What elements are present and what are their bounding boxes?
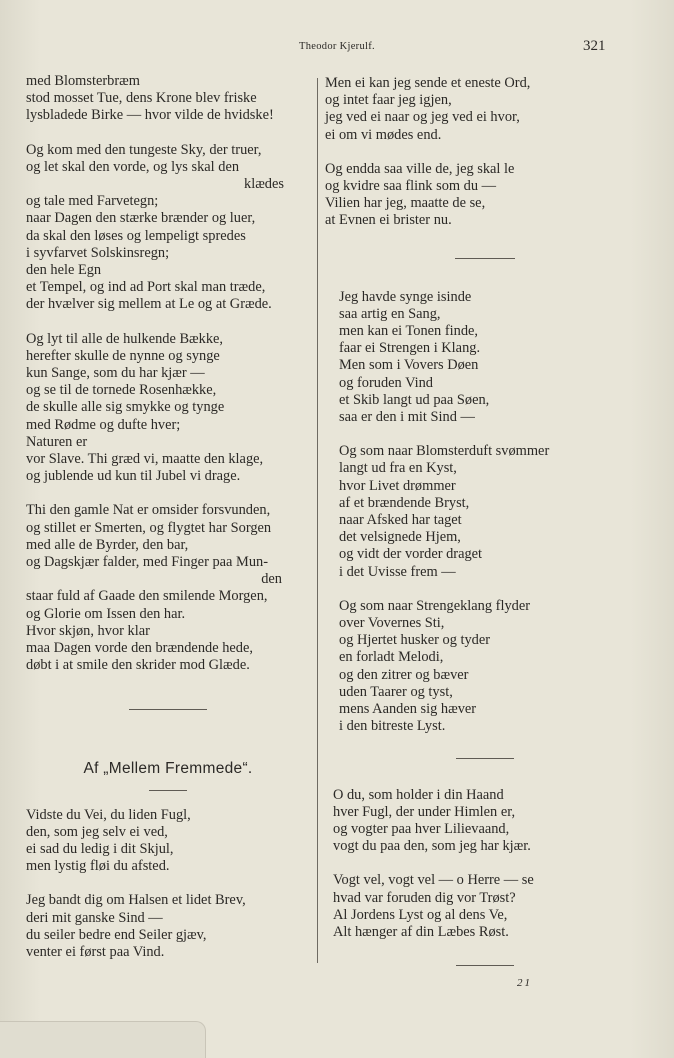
verse-line: maa Dagen vorde den brændende hede, <box>26 640 253 657</box>
verse-line: Alt hænger af din Læbes Røst. <box>333 923 509 940</box>
verse-line: den hele Egn <box>26 262 102 279</box>
verse-line: uden Taarer og tyst, <box>339 683 453 700</box>
verse-line: Hvor skjøn, hvor klar <box>26 622 150 639</box>
verse-line: ei om vi mødes end. <box>325 126 442 143</box>
verse-line-continuation: den <box>261 571 282 588</box>
verse-line: stod mosset Tue, dens Krone blev friske <box>26 90 257 107</box>
stanza <box>26 807 310 876</box>
verse-line: der hvælver sig mellem at Le og at Græde. <box>26 296 272 313</box>
stanza <box>325 75 645 144</box>
verse-line: Og kom med den tungeste Sky, der truer, <box>26 141 262 158</box>
verse-line: O du, som holder i din Haand <box>333 786 504 803</box>
verse-line: med Blomsterbræm <box>26 73 140 89</box>
verse-line: i syvfarvet Solskinsregn; <box>26 244 170 261</box>
verse-line: af et brændende Bryst, <box>339 494 470 511</box>
stanza <box>26 892 310 961</box>
verse-line: naar Dagen den stærke brænder og luer, <box>26 210 256 227</box>
verse-line: at Evnen ei brister nu. <box>325 212 452 229</box>
verse-line: Men som i Vovers Døen <box>339 357 479 374</box>
verse-line: men kan ei Tonen finde, <box>339 323 478 340</box>
verse-line: over Vovernes Sti, <box>339 615 445 632</box>
page-corner-tab <box>0 1021 206 1058</box>
verse-line: langt ud fra en Kyst, <box>339 460 457 477</box>
stanza <box>325 787 645 856</box>
verse-line: Naturen er <box>26 433 88 450</box>
verse-line: Jeg bandt dig om Halsen et lidet Brev, <box>26 892 246 909</box>
verse-line: vor Slave. Thi græd vi, maatte den klage, <box>26 451 264 468</box>
stanza <box>325 443 645 581</box>
verse-line: men lystig fløi du afsted. <box>26 858 170 875</box>
verse-line: og Glorie om Issen den har. <box>26 605 186 622</box>
verse-line: den, som jeg selv ei ved, <box>26 823 168 840</box>
verse-line: det velsignede Hjem, <box>339 529 461 546</box>
verse-line: og stillet er Smerten, og flygtet har Sorgen <box>26 519 272 536</box>
verse-line: hvad var foruden dig vor Trøst? <box>333 889 516 906</box>
verse-line: hver Fugl, der under Himlen er, <box>333 803 516 820</box>
signature-mark: 21 <box>517 977 532 989</box>
column-divider <box>317 78 318 963</box>
verse-line: herefter skulle de nynne og synge <box>26 347 220 364</box>
stanza <box>26 142 310 314</box>
verse-line: og foruden Vind <box>339 374 433 391</box>
end-rule <box>456 965 514 966</box>
verse-line: deri mit ganske Sind — <box>26 909 163 926</box>
verse-line: og Hjertet husker og tyder <box>339 632 491 649</box>
stanza <box>325 598 645 736</box>
verse-line: og tale med Farvetegn; <box>26 193 159 210</box>
verse-line: saa artig en Sang, <box>339 305 441 322</box>
verse-line: i det Uvisse frem — <box>339 563 456 580</box>
verse-line: og den zitrer og bæver <box>339 666 469 683</box>
verse-line: jeg ved ei naar og jeg ved ei hvor, <box>325 109 520 126</box>
verse-line: og se til de tornede Rosenhække, <box>26 382 217 399</box>
stanza <box>26 502 310 674</box>
verse-line: staar fuld af Gaade den smilende Morgen, <box>26 588 268 605</box>
verse-line: Jeg havde synge isinde <box>339 288 472 305</box>
verse-line: Og lyt til alle de hulkende Bække, <box>26 330 224 347</box>
verse-line: saa er den i mit Sind — <box>339 409 475 426</box>
verse-line: da skal den løses og lempeligt spredes <box>26 227 246 244</box>
verse-line: Thi den gamle Nat er omsider forsvunden, <box>26 502 271 519</box>
verse-line: og vidt der vorder draget <box>339 546 483 563</box>
verse-line: Og endda saa ville de, jeg skal le <box>325 160 515 177</box>
verse-line: Vilien har jeg, maatte de se, <box>325 195 486 212</box>
verse-line: kun Sange, som du har kjær — <box>26 365 205 382</box>
verse-line: hvor Livet drømmer <box>339 477 456 494</box>
stanza <box>325 289 645 427</box>
verse-line: Al Jordens Lyst og al dens Ve, <box>333 906 508 923</box>
verse-line: ei sad du ledig i dit Skjul, <box>26 840 174 857</box>
section-title: Af „Mellem Fremmede“. <box>83 759 253 777</box>
verse-line: Og som naar Blomsterduft svømmer <box>339 443 550 460</box>
verse-line: Og som naar Strengeklang flyder <box>339 597 531 614</box>
verse-line: faar ei Strengen i Klang. <box>339 340 481 357</box>
verse-line: med alle de Byrder, den bar, <box>26 536 189 553</box>
verse-line: naar Afsked har taget <box>339 512 462 529</box>
stanza <box>26 331 310 486</box>
stanza <box>325 872 645 941</box>
verse-line: Men ei kan jeg sende et eneste Ord, <box>325 75 531 91</box>
verse-line: mens Aanden sig hæver <box>339 701 477 718</box>
verse-line: Vogt vel, vogt vel — o Herre — se <box>333 872 534 889</box>
verse-line: venter ei først paa Vind. <box>26 943 165 960</box>
verse-line: en forladt Melodi, <box>339 649 444 666</box>
running-head-author: Theodor Kjerulf. <box>299 41 375 52</box>
stanza <box>325 161 645 230</box>
verse-line: Vidste du Vei, du liden Fugl, <box>26 806 191 823</box>
verse-line: og kvidre saa flink som du — <box>325 178 497 195</box>
verse-line: og let skal den vorde, og lys skal den <box>26 158 240 175</box>
verse-line: i den bitreste Lyst. <box>339 718 446 735</box>
verse-line: og jublende ud kun til Jubel vi drage. <box>26 468 241 485</box>
verse-line: lysbladede Birke — hvor vilde de hvidske! <box>26 107 274 124</box>
verse-line: du seiler bedre end Seiler gjæv, <box>26 926 207 943</box>
verse-line: og Dagskjær falder, med Finger paa Mun- <box>26 554 269 571</box>
verse-line: vogt du paa den, som jeg har kjær. <box>333 838 531 855</box>
left-column <box>26 73 310 961</box>
verse-line-continuation: klædes <box>244 176 284 193</box>
verse-line: et Skib langt ud paa Søen, <box>339 391 490 408</box>
verse-line: med Rødme og dufte hver; <box>26 416 181 433</box>
verse-line: og intet faar jeg igjen, <box>325 92 452 109</box>
right-column <box>325 75 645 966</box>
verse-line: de skulle alle sig smykke og tynge <box>26 399 225 416</box>
verse-line: et Tempel, og ind ad Port skal man træde, <box>26 279 266 296</box>
verse-line: og vogter paa hver Lilievaand, <box>333 820 510 837</box>
page-number: 321 <box>583 38 606 54</box>
stanza <box>26 73 310 125</box>
verse-line: døbt i at smile den skrider mod Glæde. <box>26 657 250 674</box>
